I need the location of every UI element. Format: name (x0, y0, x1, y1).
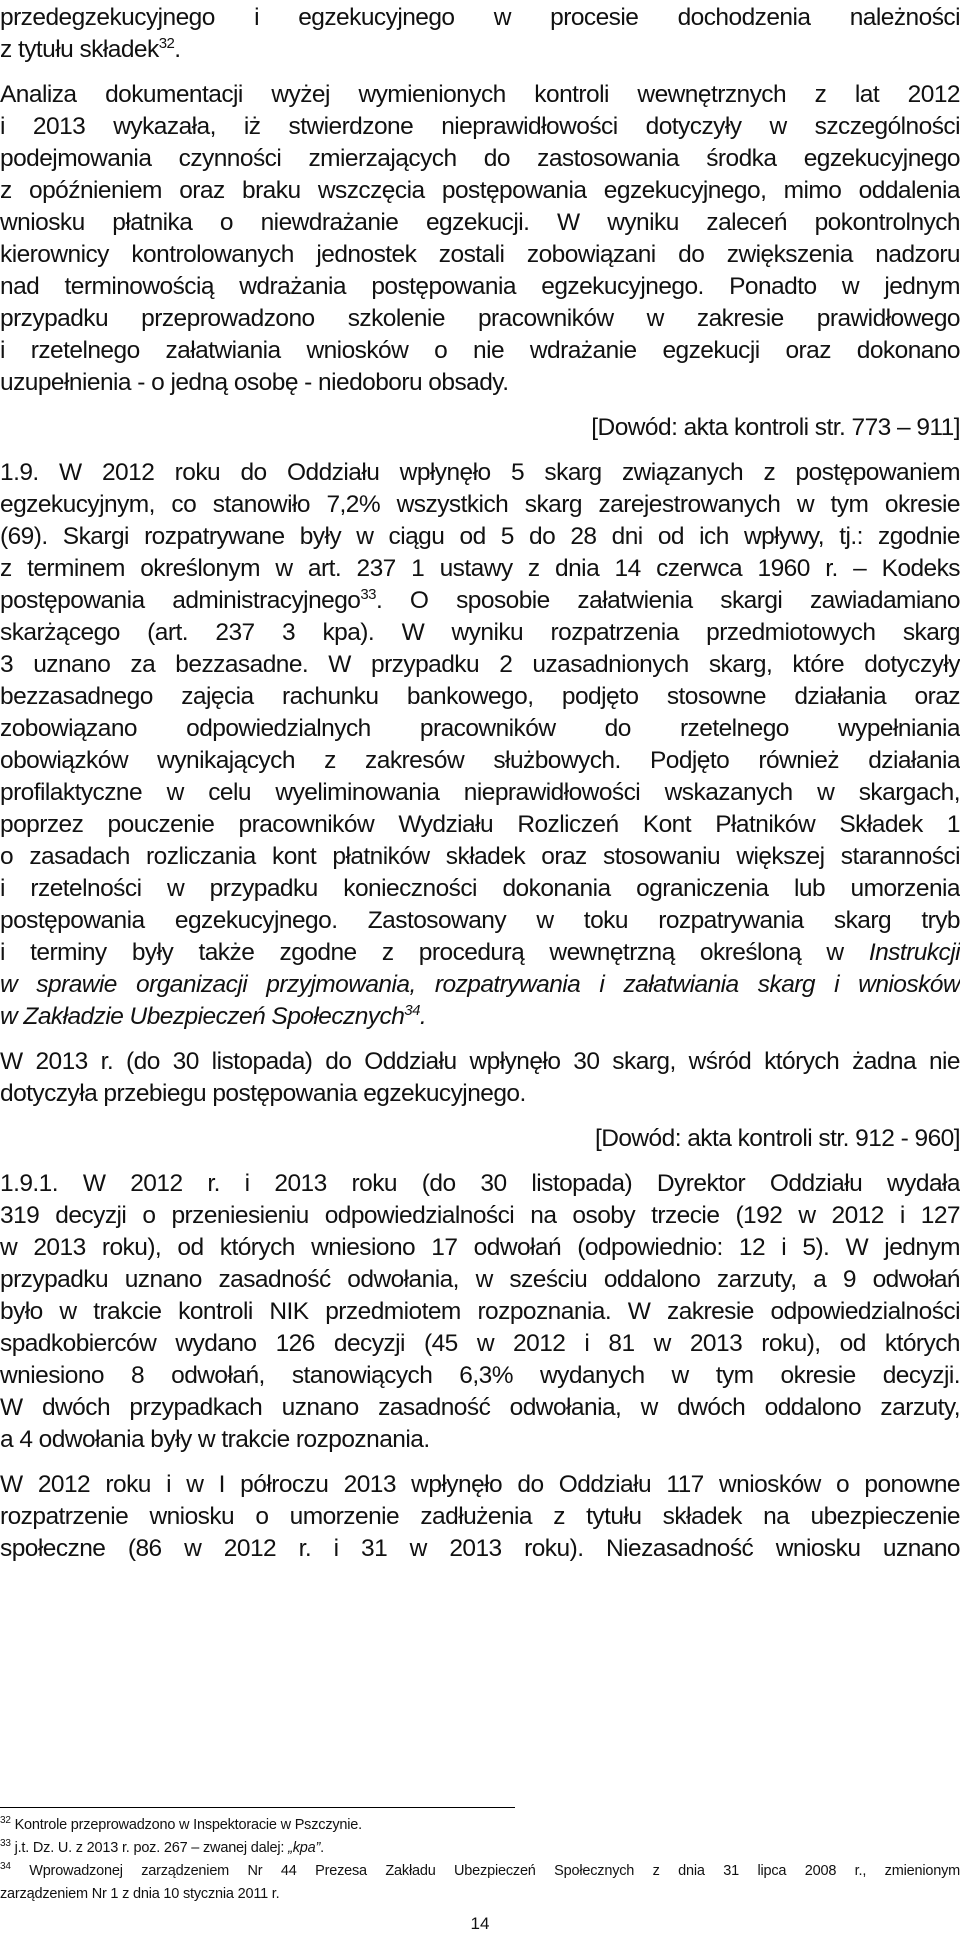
paragraph-line: kierownicy kontrolowanych jednostek zostali zobowiązani do zwiększenia nadzoru (0, 241, 960, 268)
paragraph-line: 3 uznano za bezzasadne. W przypadku 2 uzasadnionych skarg, które dotyczyły (0, 651, 960, 678)
evidence-citation: [Dowód: akta kontroli str. 773 – 911] (591, 414, 960, 441)
paragraph-line: W 2013 r. (do 30 listopada) do Oddziału wpłynęło 30 skarg, wśród których żadna nie (0, 1048, 960, 1075)
paragraph-line: wniosku płatnika o niewdrażanie egzekucji. W wyniku zaleceń pokontrolnych (0, 209, 960, 236)
paragraph-line: z terminem określonym w art. 237 1 ustawy z dnia 14 czerwca 1960 r. – Kodeks (0, 555, 960, 582)
paragraph-line: profilaktyczne w celu wyeliminowania nieprawidłowości wskazanych w skargach, (0, 779, 960, 806)
footnote-separator (0, 1807, 515, 1808)
paragraph-line: W dwóch przypadkach uznano zasadność odwołania, w dwóch oddalono zarzuty, (0, 1394, 960, 1421)
paragraph-line: wniesiono 8 odwołań, stanowiących 6,3% wydanych w tym okresie decyzji. (0, 1362, 960, 1389)
paragraph-line: zobowiązano odpowiedzialnych pracowników do rzetelnego wypełniania (0, 715, 960, 742)
footnote: $^{33}$ j.t. Dz. U. z 2013 r. poz. 267 – zwanej dalej: „kpa”. (0, 1838, 324, 1856)
paragraph-line: przypadku uznano zasadność odwołania, w sześciu oddalono zarzuty, a 9 odwołań (0, 1266, 960, 1293)
paragraph-line: a 4 odwołania były w trakcie rozpoznania. (0, 1426, 430, 1453)
paragraph-line: w sprawie organizacji przyjmowania, rozpatrywania i załatwiania skarg i wniosków (0, 971, 960, 998)
footnote: $^{34}$ Wprowadzonej zarządzeniem Nr 44 Prezesa Zakładu Ubezpieczeń Społecznych z dnia 31 lipca 2008 r., zmienionym (0, 1861, 960, 1879)
footnote-continuation: zarządzeniem Nr 1 z dnia 10 stycznia 2011 r. (0, 1886, 280, 1902)
paragraph-line: i terminy były także zgodne z procedurą wewnętrzną określoną w Instrukcji (0, 939, 960, 966)
page-number: 14 (470, 1914, 490, 1933)
paragraph-line: 319 decyzji o przeniesieniu odpowiedzialności na osoby trzecie (192 w 2012 i 127 (0, 1202, 960, 1229)
footnote: $^{32}$ Kontrole przeprowadzono w Inspektoracie w Pszczynie. (0, 1815, 363, 1833)
paragraph-line: obowiązków wynikających z zakresów służbowych. Podjęto również działania (0, 747, 960, 774)
paragraph-line: nad terminowością wdrażania postępowania egzekucyjnego. Ponadto w jednym (0, 273, 960, 300)
paragraph-line: W 2012 roku i w I półroczu 2013 wpłynęło do Oddziału 117 wniosków o ponowne (0, 1471, 960, 1498)
paragraph-line: postępowania egzekucyjnego. Zastosowany w toku rozpatrywania skarg tryb (0, 907, 960, 934)
paragraph-line: o zasadach rozliczania kont płatników składek oraz stosowaniu większej staranności (0, 843, 960, 870)
paragraph-line: uzupełnienia - o jedną osobę - niedoboru obsady. (0, 369, 509, 396)
paragraph-line: i rzetelnego załatwiania wniosków o nie wdrażanie egzekucji oraz dokonano (0, 337, 960, 364)
paragraph-line: społeczne (86 w 2012 r. i 31 w 2013 roku). Niezasadność wniosku uznano (0, 1535, 960, 1562)
paragraph-line: przedegzekucyjnego i egzekucyjnego w procesie dochodzenia należności (0, 4, 960, 31)
paragraph-line: z tytułu składek$^{32}$. (0, 35, 181, 63)
paragraph-line: Analiza dokumentacji wyżej wymienionych kontroli wewnętrznych z lat 2012 (0, 81, 960, 108)
paragraph-line: było w trakcie kontroli NIK przedmiotem rozpoznania. W zakresie odpowiedzialności (0, 1298, 960, 1325)
paragraph-line: podejmowania czynności zmierzających do zastosowania środka egzekucyjnego (0, 145, 960, 172)
paragraph-line: bezzasadnego zajęcia rachunku bankowego, podjęto stosowne działania oraz (0, 683, 960, 710)
section-heading-line: 1.9. W 2012 roku do Oddziału wpłynęło 5 skarg związanych z postępowaniem (0, 459, 960, 486)
footnote-ref: 32 (158, 35, 175, 52)
paragraph-line: w Zakładzie Ubezpieczeń Społecznych$^{34}$. (0, 1002, 427, 1030)
paragraph-line: w 2013 roku), od których wniesiono 17 odwołań (odpowiednio: 12 i 5). W jednym (0, 1234, 960, 1261)
paragraph-line: z opóźnieniem oraz braku wszczęcia postępowania egzekucyjnego, mimo oddalenia (0, 177, 960, 204)
paragraph-line: egzekucyjnym, co stanowiło 7,2% wszystkich skarg zarejestrowanych w tym okresie (0, 491, 960, 518)
instruction-title: Instrukcji (868, 939, 960, 966)
evidence-citation: [Dowód: akta kontroli str. 912 - 960] (594, 1125, 960, 1152)
section-heading-line: 1.9.1. W 2012 r. i 2013 roku (do 30 listopada) Dyrektor Oddziału wydała (0, 1170, 960, 1197)
paragraph-line: rozpatrzenie wniosku o umorzenie zadłużenia z tytułu składek na ubezpieczenie (0, 1503, 960, 1530)
footnote-ref: 34 (404, 1002, 420, 1019)
paragraph-line: (69). Skargi rozpatrywane były w ciągu od 5 do 28 dni od ich wpływy, tj.: zgodnie (0, 523, 960, 550)
paragraph-line: i rzetelności w przypadku konieczności dokonania ograniczenia lub umorzenia (0, 875, 960, 902)
paragraph-line: i 2013 wykazała, iż stwierdzone nieprawidłowości dotyczyły w szczególności (0, 113, 960, 140)
paragraph-line: przypadku przeprowadzono szkolenie pracowników w zakresie prawidłowego (0, 305, 960, 332)
paragraph-line: poprzez pouczenie pracowników Wydziału Rozliczeń Kont Płatników Składek 1 (0, 811, 960, 838)
footnote-ref: 33 (360, 586, 376, 603)
paragraph-line: postępowania administracyjnego$^{33}$. O sposobie załatwienia skargi zawiadamiano (0, 586, 960, 614)
paragraph-line: skarżącego (art. 237 3 kpa). W wyniku rozpatrzenia przedmiotowych skarg (0, 619, 960, 646)
paragraph-line: spadkobierców wydano 126 decyzji (45 w 2012 i 81 w 2013 roku), od których (0, 1330, 960, 1357)
paragraph-line: dotyczyła przebiegu postępowania egzekucyjnego. (0, 1080, 526, 1107)
